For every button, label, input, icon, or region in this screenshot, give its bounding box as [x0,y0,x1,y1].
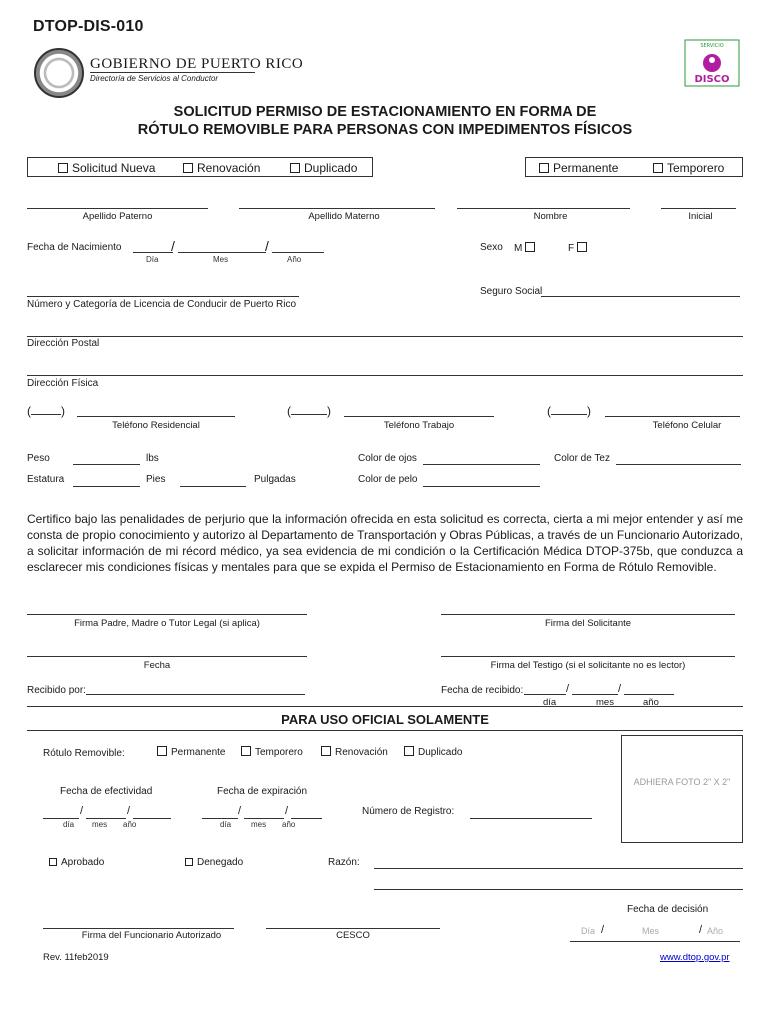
puerto-rico-seal-icon [34,48,84,98]
residential-area-code[interactable]: ( ) [27,404,65,418]
cell-area-code[interactable]: ( ) [547,404,591,418]
applicant-signature-label: Firma del Solicitante [544,618,632,629]
received-year-field[interactable] [624,694,674,695]
received-date-label: Fecha de recibido: [441,685,524,696]
date-separator: / [265,238,269,254]
option-duplicate[interactable]: Duplicado [290,161,357,175]
birth-year-caption: Año [287,255,302,264]
effective-date-label: Fecha de efectividad [60,786,153,797]
officer-signature-label: Firma del Funcionario Autorizado [81,930,222,941]
checkbox-icon[interactable] [525,242,535,252]
denied-option[interactable]: Denegado [185,857,243,868]
document-id: DTOP-DIS-010 [33,18,144,35]
effective-day-caption: día [63,820,75,829]
residential-phone-label: Teléfono Residencial [112,420,200,431]
birth-year-field[interactable] [272,252,324,253]
certification-text: Certifico bajo las penalidades de perjurio que la información ofrecida en esta solicitud es correcta, cierta a mi mejor entender y así me consta de propio conocimiento y autorizo al Departamento de Transportación y Obras Públicas, a través de un Funcionario Autorizado, a solicitar información de mi récord médico, ya sea evidencia de mi condición o la Certificación Médica DTOP-375b, que conduzca a esclarecer mis condiciones físicas y mentales para que se expida el Permiso de Estacionamiento en Forma de Rótulo Removible. [27,512,743,574]
official-section-top-border [27,706,743,707]
physical-address-label: Dirección Física [27,378,99,389]
residential-phone-field[interactable] [77,416,235,417]
request-type-group [27,157,373,177]
lbs-label: lbs [146,453,159,464]
checkbox-icon[interactable] [653,163,663,173]
received-day-caption: día [543,697,557,708]
initial-field[interactable] [661,208,736,209]
received-month-caption: mes [596,697,614,708]
birth-day-field[interactable] [133,252,173,253]
inches-label: Pulgadas [254,474,296,485]
date-field[interactable] [27,656,307,657]
height-feet-field[interactable] [73,486,140,487]
date-separator: / [238,805,242,817]
government-name: GOBIERNO DE PUERTO RICO [90,56,304,72]
checkbox-icon[interactable] [404,746,414,756]
date-separator: / [80,805,84,817]
effective-day-field[interactable] [43,818,79,819]
dtop-website-link[interactable]: www.dtop.gov.pr [660,952,730,963]
date-label: Fecha [143,660,171,671]
effective-year-field[interactable] [133,818,171,819]
form-title-line1: SOLICITUD PERMISO DE ESTACIONAMIENTO EN FORMA DE [173,104,597,120]
sex-male-option[interactable]: M [514,242,539,254]
weight-field[interactable] [73,464,140,465]
official-use-title: PARA USO OFICIAL SOLAMENTE [281,712,489,727]
eye-color-field[interactable] [423,464,540,465]
received-year-caption: año [643,697,659,708]
header-divider [90,72,255,73]
approved-option[interactable]: Aprobado [49,857,104,868]
decision-month-placeholder: Mes [642,926,660,936]
received-by-field[interactable] [86,694,305,695]
work-area-code[interactable]: ( ) [287,404,331,418]
cesco-field[interactable] [266,928,440,929]
expiration-day-field[interactable] [202,818,238,819]
last-name-paternal-field[interactable] [27,208,208,209]
decision-date-field[interactable] [570,941,740,942]
photo-placeholder [621,735,743,843]
weight-label: Peso [27,453,50,464]
reason-label: Razón: [328,857,360,868]
last-name-maternal-label: Apellido Materno [308,211,380,222]
postal-address-field[interactable] [27,336,743,337]
applicant-signature-field[interactable] [441,614,735,615]
birth-month-field[interactable] [178,252,266,253]
date-separator: / [618,683,622,695]
form-title-line2: RÓTULO REMOVIBLE PARA PERSONAS CON IMPEDIMENTOS FÍSICOS [137,122,633,138]
date-separator: / [127,805,131,817]
checkbox-icon[interactable] [49,858,57,866]
skin-color-field[interactable] [616,464,741,465]
witness-signature-field[interactable] [441,656,735,657]
ssn-field[interactable] [541,296,740,297]
official-option-duplicate[interactable]: Duplicado [404,746,462,758]
height-inches-field[interactable] [180,486,246,487]
official-option-permanent[interactable]: Permanente [157,746,225,758]
directorate-name: Directoría de Servicios al Conductor [90,74,219,83]
license-label: Número y Categoría de Licencia de Conducir de Puerto Rico [27,299,297,310]
birth-date-label: Fecha de Nacimiento [27,242,122,253]
date-separator: / [566,683,570,695]
last-name-maternal-field[interactable] [239,208,435,209]
hair-color-label: Color de pelo [358,474,418,485]
initial-label: Inicial [688,211,713,222]
received-by-label: Recibido por: [27,685,86,696]
physical-address-field[interactable] [27,375,743,376]
expiration-year-caption: año [282,820,296,829]
svg-text:DISCO: DISCO [694,74,730,85]
birth-day-caption: Día [146,255,159,264]
date-separator: / [699,924,703,936]
photo-instruction: ADHIERA FOTO 2" X 2" [633,777,731,787]
decision-day-placeholder: Día [581,926,596,936]
first-name-field[interactable] [457,208,630,209]
parent-signature-field[interactable] [27,614,307,615]
option-temporary[interactable]: Temporero [653,161,724,175]
received-month-field[interactable] [572,694,618,695]
checkbox-icon[interactable] [185,858,193,866]
reason-field-line1[interactable] [374,868,743,869]
official-option-temporary[interactable]: Temporero [241,746,303,758]
postal-address-label: Dirección Postal [27,338,100,349]
permit-type-group [525,157,743,177]
ssn-label: Seguro Social [480,286,543,297]
height-label: Estatura [27,474,65,485]
sex-female-option[interactable]: F [568,242,591,254]
officer-signature-field[interactable] [43,928,234,929]
eye-color-label: Color de ojos [358,453,417,464]
official-option-renewal[interactable]: Renovación [321,746,388,758]
decision-year-placeholder: Año [707,926,724,936]
sex-label: Sexo [480,242,503,253]
checkbox-icon[interactable] [58,163,68,173]
option-renewal[interactable]: Renovación [183,161,260,175]
cell-phone-label: Teléfono Celular [652,420,722,431]
expiration-month-caption: mes [251,820,267,829]
decision-date-label: Fecha de decisión [627,904,709,915]
checkbox-icon[interactable] [241,746,251,756]
expiration-date-label: Fecha de expiración [217,786,308,797]
checkbox-icon[interactable] [290,163,300,173]
work-phone-field[interactable] [344,416,494,417]
expiration-month-field[interactable] [244,818,284,819]
work-phone-label: Teléfono Trabajo [383,420,455,431]
official-section-bottom-border [27,730,743,731]
date-separator: / [171,238,175,254]
cesco-label: CESCO [336,930,370,941]
removable-sign-label: Rótulo Removible: [43,748,125,759]
registration-number-field[interactable] [470,818,592,819]
date-separator: / [601,924,605,936]
checkbox-icon[interactable] [539,163,549,173]
parent-signature-label: Firma Padre, Madre o Tutor Legal (si aplica) [74,618,260,629]
last-name-paternal-label: Apellido Paterno [82,211,153,222]
option-new-request[interactable]: Solicitud Nueva [58,161,155,175]
option-permanent[interactable]: Permanente [539,161,618,175]
checkbox-icon[interactable] [157,746,167,756]
checkbox-icon[interactable] [183,163,193,173]
registration-number-label: Número de Registro: [362,806,455,817]
svg-text:SERVICIO: SERVICIO [700,43,724,49]
received-day-field[interactable] [524,694,566,695]
checkbox-icon[interactable] [321,746,331,756]
expiration-year-field[interactable] [291,818,322,819]
skin-color-label: Color de Tez [554,453,610,464]
cell-phone-field[interactable] [605,416,740,417]
effective-year-caption: año [123,820,137,829]
effective-month-field[interactable] [86,818,126,819]
hair-color-field[interactable] [423,486,540,487]
effective-month-caption: mes [92,820,108,829]
cesco-logo-icon [683,38,741,88]
revision-label: Rev. 11feb2019 [43,952,109,963]
first-name-label: Nombre [533,211,568,222]
witness-signature-label: Firma del Testigo (si el solicitante no es lector) [490,660,686,671]
birth-month-caption: Mes [213,255,229,264]
checkbox-icon[interactable] [577,242,587,252]
feet-label: Pies [146,474,166,485]
license-field[interactable] [27,296,299,297]
reason-field-line2[interactable] [374,889,743,890]
expiration-day-caption: día [220,820,232,829]
date-separator: / [285,805,289,817]
